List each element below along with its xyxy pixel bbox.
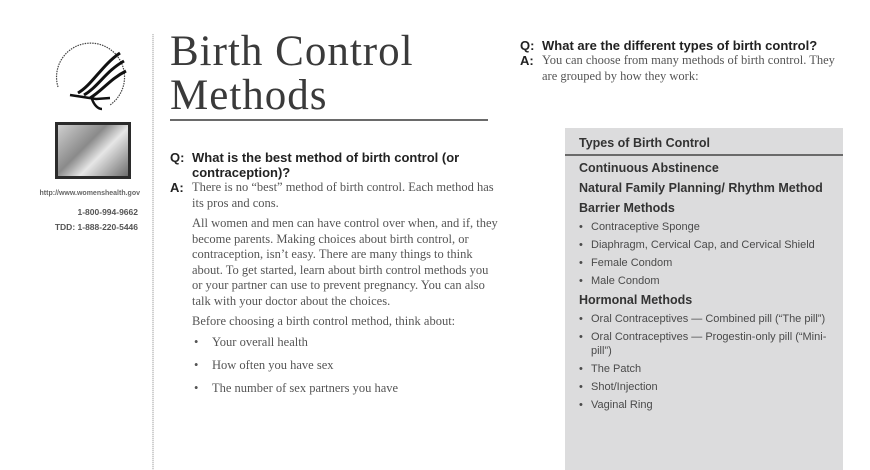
question-label: Q: [170, 150, 185, 165]
question-text: What are the different types of birth control? [542, 38, 818, 53]
bullet-icon: • [579, 313, 583, 325]
list-item [579, 330, 829, 358]
question-text: What is the best method of birth control (or contraception)? [192, 150, 460, 180]
sidebar [0, 0, 150, 470]
title-line-2: Methods [170, 72, 328, 119]
answer-body [192, 180, 500, 404]
answer-text: You can choose from many methods of birth control. They are grouped by how they work: [542, 53, 835, 83]
answer-row [170, 180, 500, 404]
list-item [579, 380, 829, 394]
list-item [192, 335, 500, 350]
list-item [579, 362, 829, 376]
list-item-text: Vaginal Ring [591, 399, 653, 411]
page-title [170, 30, 414, 118]
list-item-text: Oral Contraceptives — Combined pill (“The pill”) [591, 313, 826, 325]
list-item-text: How often you have sex [212, 357, 334, 372]
category-barrier-methods: Barrier Methods [579, 201, 675, 215]
question-label: Q: [520, 38, 535, 53]
question-row [170, 150, 500, 180]
types-box-header: Types of Birth Control [565, 136, 843, 156]
list-item-text: Your overall health [212, 334, 308, 349]
qa-best-method [170, 150, 500, 404]
list-item-text: Oral Contraceptives — Progestin-only pill (“Mini-pill”) [591, 331, 827, 357]
answer-label: A: [170, 180, 184, 195]
tdd-number: TDD: 1-888-220-5446 [54, 222, 138, 232]
column-divider [152, 34, 154, 470]
list-item [579, 238, 829, 252]
bullet-icon: • [579, 363, 583, 375]
bullet-icon: • [194, 334, 199, 349]
answer-paragraph: Before choosing a birth control method, think about: [192, 314, 456, 328]
list-item [579, 256, 829, 270]
list-item-text: Male Condom [591, 275, 660, 287]
bullet-icon: • [579, 331, 583, 343]
phone-number: 1-800-994-9662 [77, 207, 138, 217]
website-url[interactable]: http://www.womenshealth.gov [39, 190, 140, 197]
types-of-birth-control-box [565, 128, 843, 470]
bullet-icon: • [579, 257, 583, 269]
list-item [579, 274, 829, 288]
bullet-icon: • [579, 275, 583, 287]
answer-row [520, 53, 850, 84]
bullet-icon: • [579, 239, 583, 251]
category-natural-family-planning: Natural Family Planning/ Rhythm Method [579, 181, 823, 195]
list-item [579, 312, 829, 326]
list-item [579, 398, 829, 412]
list-item-text: Shot/Injection [591, 381, 658, 393]
list-item [579, 220, 829, 234]
list-item-text: Female Condom [591, 257, 673, 269]
answer-paragraph: All women and men can have control over when, and if, they become parents. Making choices about birth control, or contraception, isn’t easy. There are many things to think about. To get started, learn about birth control methods you or your partner can use to prevent pregnancy. You can also talk with your doctor about the choices. [192, 216, 498, 308]
title-underline [170, 119, 488, 121]
hhs-eagle-logo-icon [40, 35, 135, 115]
title-line-1: Birth Control [170, 28, 414, 75]
qa-types [520, 38, 850, 84]
bullet-icon: • [194, 357, 199, 372]
bullet-icon: • [579, 221, 583, 233]
answer-paragraph: There is no “best” method of birth control. Each method has its pros and cons. [192, 180, 494, 210]
list-item-text: The Patch [591, 363, 642, 375]
list-item [192, 358, 500, 373]
considerations-list [192, 335, 500, 396]
answer-label: A: [520, 53, 534, 68]
list-item-text: Contraceptive Sponge [591, 221, 700, 233]
list-item-text: Diaphragm, Cervical Cap, and Cervical Shield [591, 239, 815, 251]
bullet-icon: • [194, 380, 199, 395]
bullet-icon: • [579, 381, 583, 393]
question-row [520, 38, 850, 53]
list-item [192, 381, 500, 396]
category-hormonal-methods: Hormonal Methods [579, 293, 693, 307]
bullet-icon: • [579, 399, 583, 411]
category-continuous-abstinence: Continuous Abstinence [579, 161, 719, 175]
list-item-text: The number of sex partners you have [212, 380, 399, 395]
women-photo [55, 122, 131, 179]
